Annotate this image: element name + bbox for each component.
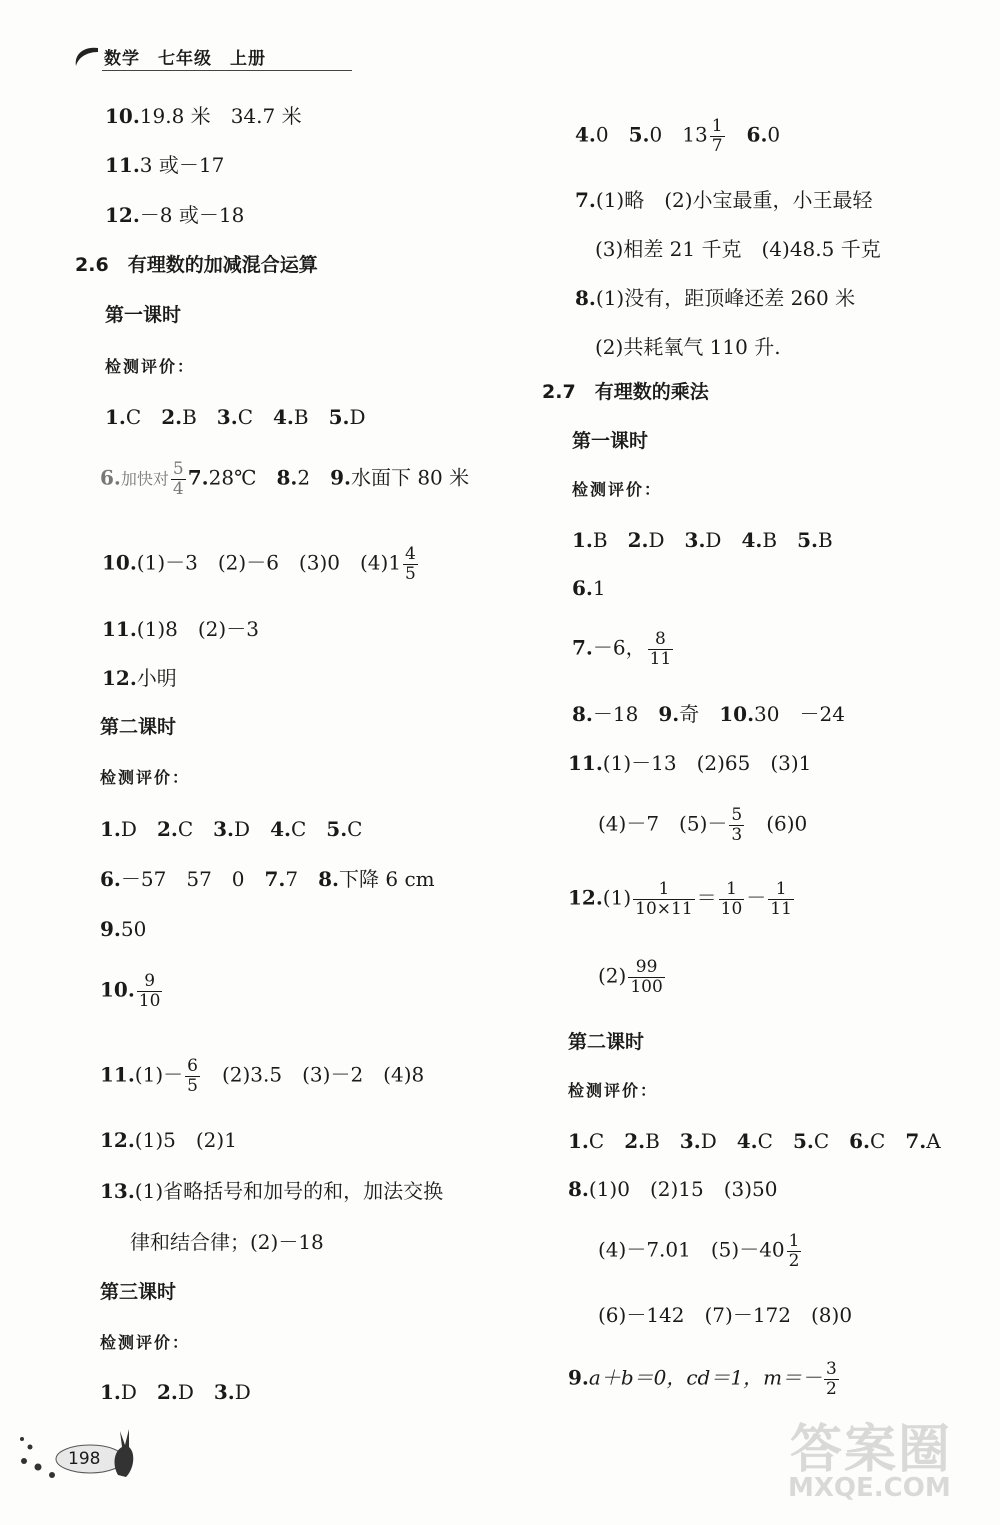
eval-label-2: 检测评价： bbox=[100, 768, 191, 787]
watermark bbox=[784, 1403, 984, 1513]
answer-r-12-line1: 12.(1) $\frac{1}{10\times 11}$ ＝ $\frac{1}{10}$ － $\frac{1}{11}$ bbox=[568, 879, 792, 919]
fraction: $\frac{6}{5}$ bbox=[187, 1056, 198, 1096]
lesson-title-3: 第三课时 bbox=[100, 1281, 177, 1303]
answers-b-1-5: 1.D 2.C 3.D 4.C 5.C bbox=[100, 817, 363, 841]
answer-12: 12.－8 或－18 bbox=[105, 203, 245, 227]
answer-rb-8-line3: (6)－142 (7)－172 (8)0 bbox=[598, 1303, 853, 1327]
answers-6-9: 6.加快对 $\frac{5}{4}$ 7.28℃ 8.2 9.水面下 80 米 bbox=[100, 459, 470, 499]
answer-b-13-line1: 13.(1)省略括号和加号的和，加法交换 bbox=[100, 1179, 444, 1203]
lesson-title-2: 第二课时 bbox=[100, 716, 177, 738]
answer-b-12: 12.(1)5 (2)1 bbox=[100, 1128, 237, 1152]
answer-11: 11.3 或－17 bbox=[105, 153, 225, 177]
fraction: $\frac{5}{4}$ bbox=[172, 459, 184, 499]
fraction: $\frac{9}{10}$ bbox=[138, 971, 161, 1011]
section-heading-2-7: 2.7 有理数的乘法 bbox=[542, 381, 709, 403]
answers-r-4-6: 4.0 5.0 13 $\frac{1}{7}$ 6.0 bbox=[575, 116, 781, 156]
lesson-title-r2: 第二课时 bbox=[568, 1031, 645, 1053]
answer-r-7-line1: 7.(1)略 (2)小宝最重，小王最轻 bbox=[575, 188, 873, 212]
fraction: $\frac{3}{2}$ bbox=[826, 1359, 837, 1399]
swoosh-logo-icon bbox=[72, 44, 102, 70]
answer-rb-9: 9.a＋b＝0，cd＝1，m＝－ $\frac{3}{2}$ bbox=[568, 1359, 837, 1399]
answer-b-13-line2: 律和结合律；(2)－18 bbox=[130, 1230, 324, 1254]
lesson-title-r1: 第一课时 bbox=[572, 430, 649, 452]
fraction: $\frac{1}{10\times 11}$ bbox=[635, 879, 693, 919]
eval-label-r2: 检测评价： bbox=[568, 1081, 659, 1100]
answer-12-b: 12.小明 bbox=[102, 666, 177, 690]
section-heading-2-6: 2.6 有理数的加减混合运算 bbox=[75, 254, 318, 276]
answer-b-9: 9.50 bbox=[100, 917, 147, 941]
answer-r-7-line2: (3)相差 21 千克 (4)48.5 千克 bbox=[595, 237, 881, 261]
answer-r-11-line1: 11.(1)－13 (2)65 (3)1 bbox=[568, 751, 812, 775]
answer-r-8-line1: 8.(1)没有，距顶峰还差 260 米 bbox=[575, 286, 856, 310]
answer-r-12-line2: (2) $\frac{99}{100}$ bbox=[598, 957, 663, 997]
answer-10: 10.19.8 米 34.7 米 bbox=[105, 104, 302, 128]
lesson-title-1: 第一课时 bbox=[105, 304, 182, 326]
answer-r-11-line2: (4)－7 (5)－ $\frac{5}{3}$ (6)0 bbox=[598, 805, 808, 845]
answers-1-5: 1.C 2.B 3.C 4.B 5.D bbox=[105, 405, 366, 429]
answers-r-1-5: 1.B 2.D 3.D 4.B 5.B bbox=[572, 528, 833, 552]
fraction: $\frac{1}{7}$ bbox=[711, 116, 723, 156]
fraction: $\frac{4}{5}$ bbox=[405, 544, 416, 584]
header-rule bbox=[102, 70, 352, 71]
answer-10-b: 10.(1)－3 (2)－6 (3)0 (4)1 $\frac{4}{5}$ bbox=[102, 544, 416, 584]
header-subject: 数学 七年级 上册 bbox=[104, 49, 266, 69]
answer-r-7b: 7.－6， $\frac{8}{11}$ bbox=[572, 629, 672, 669]
answer-r-6: 6.1 bbox=[572, 576, 606, 600]
watermark-text: 答案圈 bbox=[790, 1420, 953, 1480]
fraction: $\frac{1}{10}$ bbox=[720, 879, 743, 919]
answer-r-8-line2: (2)共耗氧气 110 升. bbox=[595, 335, 781, 359]
watermark-url: MXQE.COM bbox=[788, 1473, 951, 1503]
answer-b-10: 10. $\frac{9}{10}$ bbox=[100, 971, 161, 1011]
eval-label-1: 检测评价： bbox=[105, 357, 196, 376]
answers-r-8-10: 8.－18 9.奇 10.30 －24 bbox=[572, 702, 845, 726]
fraction: $\frac{99}{100}$ bbox=[630, 957, 663, 997]
answers-b-6-8: 6.－57 57 0 7.7 8.下降 6 cm bbox=[100, 867, 435, 891]
eval-label-r1: 检测评价： bbox=[572, 480, 663, 499]
fraction: $\frac{8}{11}$ bbox=[649, 629, 672, 669]
fraction: $\frac{5}{3}$ bbox=[731, 805, 743, 845]
answers-c-1-3: 1.D 2.D 3.D bbox=[100, 1380, 251, 1404]
eval-label-3: 检测评价： bbox=[100, 1333, 191, 1352]
answer-rb-8-line1: 8.(1)0 (2)15 (3)50 bbox=[568, 1177, 778, 1201]
answer-11-b: 11.(1)8 (2)－3 bbox=[102, 617, 259, 641]
fraction: $\frac{1}{11}$ bbox=[770, 879, 792, 919]
page-number: 198 bbox=[68, 1449, 101, 1469]
answers-rb-1-7: 1.C 2.B 3.D 4.C 5.C 6.C 7.A bbox=[568, 1129, 941, 1153]
answer-rb-8-line2: (4)－7.01 (5)－40 $\frac{1}{2}$ bbox=[598, 1231, 800, 1271]
answer-b-11: 11.(1)－ $\frac{6}{5}$ (2)3.5 (3)－2 (4)8 bbox=[100, 1056, 425, 1096]
running-header bbox=[72, 40, 282, 74]
fraction: $\frac{1}{2}$ bbox=[788, 1231, 800, 1271]
